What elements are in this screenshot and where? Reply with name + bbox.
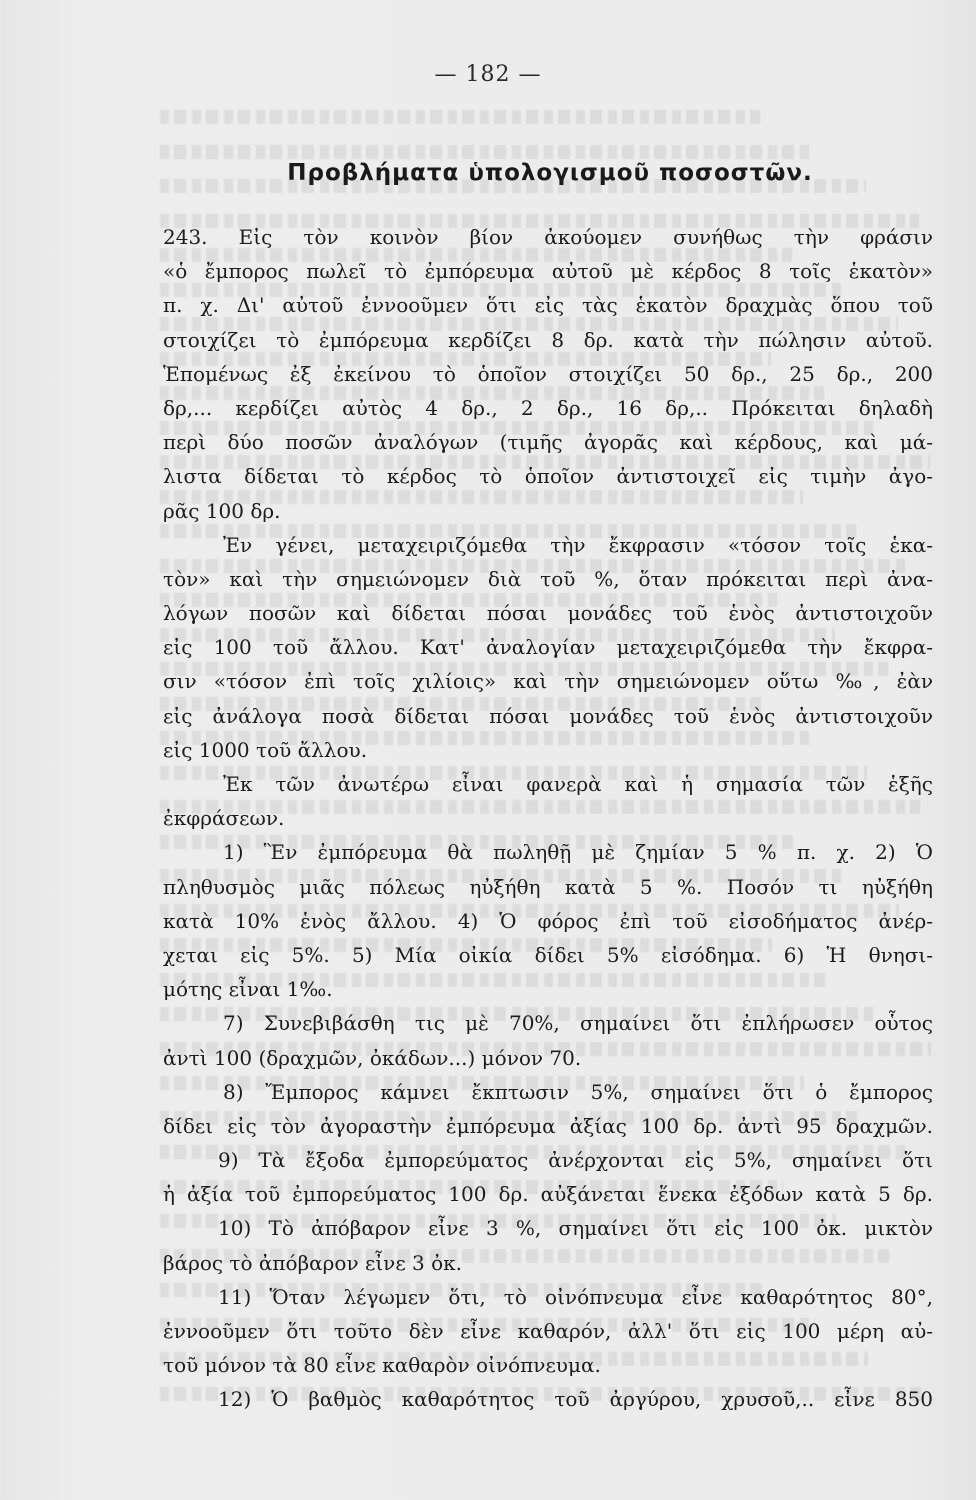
text-line: εἰς 100 τοῦ ἄλλου. Κατ' ἀναλογίαν μεταχειριζόμεθα τὴν ἔκφρα- xyxy=(163,635,933,660)
page-number: — 182 — xyxy=(434,62,542,87)
text-line: 9) Τὰ ἔξοδα ἐμπορεύματος ἀνέρχονται εἰς 5%, σημαίνει ὅτι xyxy=(218,1148,933,1173)
text-line: μότης εἶναι 1‰. xyxy=(163,977,333,1002)
text-line: δίδει εἰς τὸν ἀγοραστὴν ἐμπόρευμα ἀξίας 100 δρ. ἀντὶ 95 δραχμῶν. xyxy=(163,1113,933,1138)
text-line: ἡ ἀξία τοῦ ἐμπορεύματος 100 δρ. αὐξάνεται ἕνεκα ἐξόδων κατὰ 5 δρ. xyxy=(163,1182,933,1207)
text-line: Ἑπομένως ἐξ ἐκείνου τὸ ὁποῖον στοιχίζει 50 δρ., 25 δρ., 200 xyxy=(163,361,933,386)
text-line: σιν «τόσον ἐπὶ τοῖς χιλίοις» καὶ τὴν σημειώνομεν οὕτω ‰, ἐὰν xyxy=(163,669,933,694)
text-line: πληθυσμὸς μιᾶς πόλεως ηὐξήθη κατὰ 5 %. Ποσόν τι ηὐξήθη xyxy=(163,874,933,899)
text-line: εἰς 1000 τοῦ ἄλλου. xyxy=(163,737,368,762)
text-line: 8) Ἔμπορος κάμνει ἔκπτωσιν 5%, σημαίνει ὅτι ὁ ἔμπορος xyxy=(223,1079,933,1104)
text-line: 11) Ὅταν λέγωμεν ὅτι, τὸ οἰνόπνευμα εἶνε καθαρότητος 80°, xyxy=(218,1284,933,1309)
text-line: τοῦ μόνον τὰ 80 εἶνε καθαρὸν οἰνόπνευμα. xyxy=(163,1353,601,1378)
text-line: Ἐν γένει, μεταχειριζόμεθα τὴν ἔκφρασιν «τόσον τοῖς ἑκα- xyxy=(223,532,933,557)
text-line: 10) Τὸ ἀπόβαρον εἶνε 3 %, σημαίνει ὅτι εἰς 100 ὀκ. μικτὸν xyxy=(218,1216,933,1241)
text-line: βάρος τὸ ἀπόβαρον εἶνε 3 ὀκ. xyxy=(163,1250,463,1275)
bleed-through-line xyxy=(160,145,813,159)
text-line: 243. Εἰς τὸν κοινὸν βίον ἀκούομεν συνήθως τὴν φράσιν xyxy=(163,225,933,249)
text-line: στοιχίζει τὸ ἐμπόρευμα κερδίζει 8 δρ. κατὰ τὴν πώλησιν αὐτοῦ. xyxy=(163,327,933,352)
text-line: 7) Συνεβιβάσθη τις μὲ 70%, σημαίνει ὅτι ἐπλήρωσεν οὗτος xyxy=(223,1011,933,1036)
text-line: ἐννοοῦμεν ὅτι τοῦτο δὲν εἶνε καθαρόν, ἀλλ' ὅτι εἰς 100 μέρη αὐ- xyxy=(163,1319,933,1343)
body-text xyxy=(163,220,933,1417)
section-title: Προβλήματα ὑπολογισμοῦ ποσοστῶν. xyxy=(287,160,813,186)
text-line: 12) Ὁ βαθμὸς καθαρότητος τοῦ ἀργύρου, χρυσοῦ,.. εἶνε 850 xyxy=(218,1387,933,1412)
text-line: Ἐκ τῶν ἀνωτέρω εἶναι φανερὰ καὶ ἡ σημασία τῶν ἑξῆς xyxy=(223,772,933,796)
text-line: «ὁ ἔμπορος πωλεῖ τὸ ἐμπόρευμα αὐτοῦ μὲ κέρδος 8 τοῖς ἑκατὸν» xyxy=(163,259,933,284)
text-line: λόγων ποσῶν καὶ δίδεται πόσαι μονάδες τοῦ ἑνὸς ἀντιστοιχοῦν xyxy=(163,601,933,626)
text-line: κατὰ 10% ἑνὸς ἄλλου. 4) Ὁ φόρος ἐπὶ τοῦ εἰσοδήματος ἀνέρ- xyxy=(163,908,933,933)
text-line: περὶ δύο ποσῶν ἀναλόγων (τιμῆς ἀγορᾶς καὶ κέρδους, καὶ μά- xyxy=(163,430,933,455)
text-line: λιστα δίδεται τὸ κέρδος τὸ ὁποῖον ἀντιστοιχεῖ εἰς τιμὴν ἀγο- xyxy=(163,464,933,489)
bleed-through-line xyxy=(160,110,760,124)
text-line: 1) Ἓν ἐμπόρευμα θὰ πωληθῇ μὲ ζημίαν 5 % π. χ. 2) Ὁ xyxy=(223,840,933,865)
text-line: δρ,... κερδίζει αὐτὸς 4 δρ., 2 δρ., 16 δρ,.. Πρόκειται δηλαδὴ xyxy=(163,395,933,420)
text-line: ἐκφράσεων. xyxy=(163,806,285,831)
text-line: χεται εἰς 5%. 5) Μία οἰκία δίδει 5% εἰσόδημα. 6) Ἡ θνησι- xyxy=(163,942,933,967)
text-line: τὸν» καὶ τὴν σημειώνομεν διὰ τοῦ %, ὅταν πρόκειται περὶ ἀνα- xyxy=(163,566,933,591)
text-line: ἀντὶ 100 (δραχμῶν, ὀκάδων...) μόνον 70. xyxy=(163,1045,582,1070)
text-line: ρᾶς 100 δρ. xyxy=(163,498,281,523)
text-line: εἰς ἀνάλογα ποσὰ δίδεται πόσαι μονάδες τοῦ ἑνὸς ἀντιστοιχοῦν xyxy=(163,703,933,728)
text-line: π. χ. Δι' αὐτοῦ ἐννοοῦμεν ὅτι εἰς τὰς ἑκατὸν δραχμὰς ὅπου τοῦ xyxy=(163,293,933,318)
